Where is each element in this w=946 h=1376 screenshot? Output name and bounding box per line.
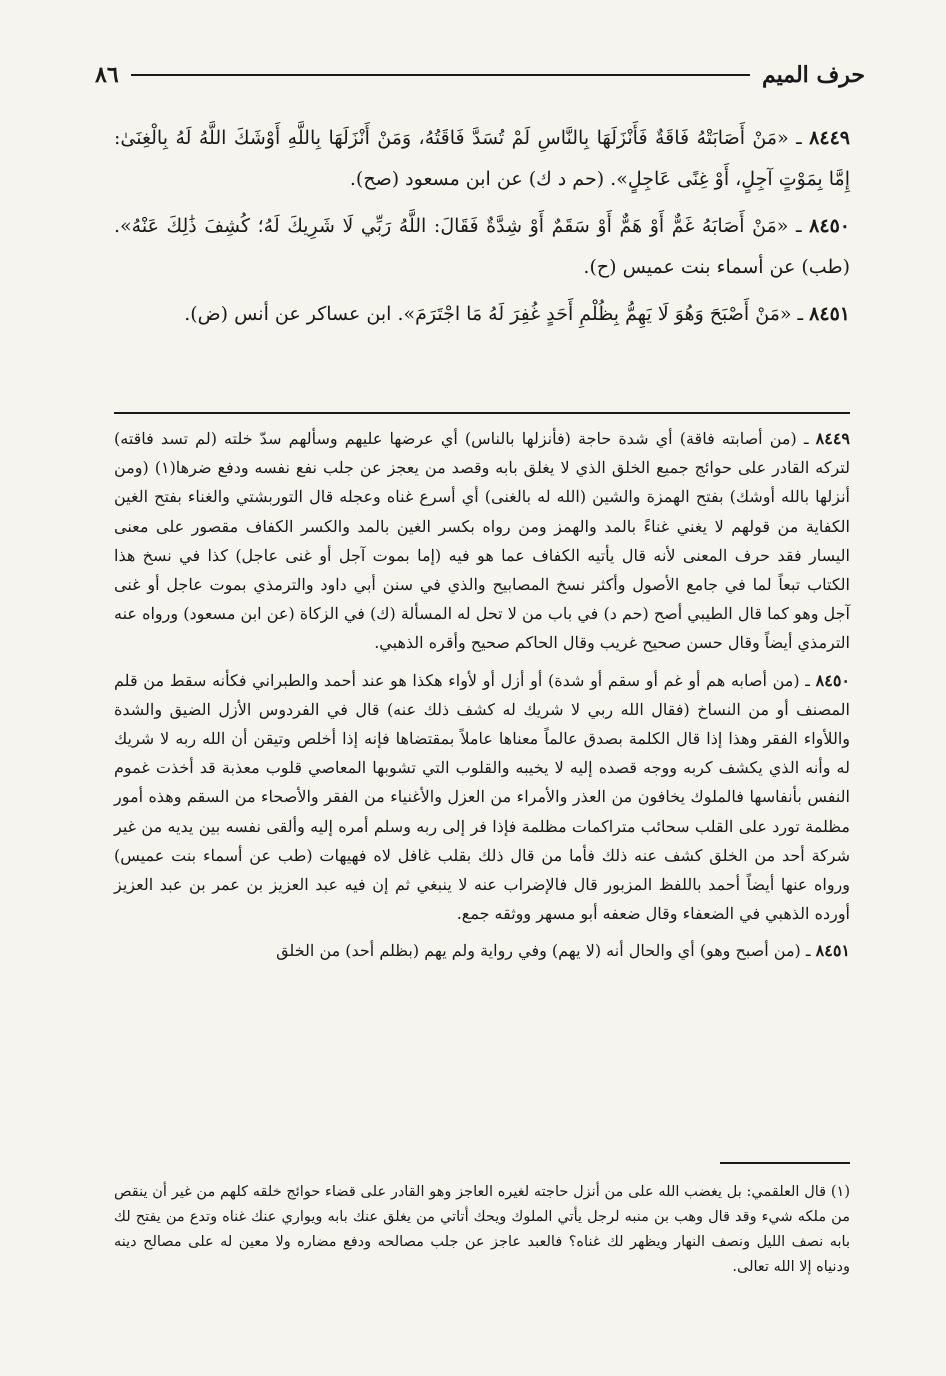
footnote-marker: (١) — [830, 1184, 851, 1200]
commentary-text: (من أصبح وهو) أي والحال أنه (لا يهم) وفي رواية ولم يهم (بظلم أحد) من الخلق — [276, 941, 801, 961]
commentary-entry: ٨٤٥١ ـ (من أصبح وهو) أي والحال أنه (لا يهم) وفي رواية ولم يهم (بظلم أحد) من الخلق — [276, 941, 850, 961]
page-number: ٨٦ — [95, 62, 119, 88]
commentary-number: ٨٤٥٠ — [815, 670, 851, 690]
hadith-text: «مَنْ أَصَابَهُ غَمٌّ أَوْ هَمٌّ أَوْ سَقَمٌ أَوْ شِدَّةٌ فَقَالَ: اللَّهُ رَبِّي لَا شَرِيكَ لَهُ؛ كُشِفَ ذَٰلِكَ عَنْهُ». (طب) عن أسماء بنت عميس (ح). — [114, 215, 850, 278]
hadith-entry: ٨٤٥٠ ـ «مَنْ أَصَابَهُ غَمٌّ أَوْ هَمٌّ أَوْ سَقَمٌ أَوْ شِدَّةٌ فَقَالَ: اللَّهُ رَبِّي لَا شَرِيكَ لَهُ؛ كُشِفَ ذَٰلِكَ عَنْهُ». (طب) عن أسماء بنت عميس (ح). — [114, 215, 850, 278]
header-rule — [131, 74, 750, 76]
commentary-text: (من أصابه هم أو غم أو سقم أو شدة) أو أزل أو لأواء هكذا هو عند أحمد والطبراني فكأنه سقط من قلم المصنف أو من النساخ (فقال الله ربي لا شريك له كشف ذلك عنه) قال في الفردوس الأزل الضيق والشدة واللأواء الفقر وهذا إذا قال الكلمة بصدق عالماً معناها عاملاً بمقتضاها فإنه إذا أخلص وتيقن أن الله ربه لا شريك له وأنه الذي يكشف كربه ووجه قصده إليه لا يخيبه والقلوب التي تشوبها المعاصي قلوب معذبة قد أخذت غموم النفس بأنفاسها فالملوك يخافون من العذر والأمراء من العزل والأغنياء من الفقر والأصحاء من السقم وهذه أمور مظلمة تورد على القلب سحائب متراكمات مظلمة فإذا فر إلى ربه وسلم أمره إليه وألقى نفسه بين يديه من غير شركة أحد من الخلق كشف عنه ذلك فأما من قال ذلك بقلب غافل لاه فهيهات (طب عن أسماء بنت عميس) ورواه عنها أيضاً أحمد باللفظ المزبور قال فالإضراب عنه لا ينبغي ثم إن فيه عبد العزيز بن عمر بن عبد العزيز أورده الذهبي في الضعفاء وقال ضعفه أبو مسهر ووثقه جمع. — [114, 670, 851, 924]
hadith-text: «مَنْ أَصَابَتْهُ فَاقَةٌ فَأَنْزَلَهَا بِالنَّاسِ لَمْ تُسَدَّ فَاقَتُهُ، وَمَنْ أَنْزَلَهَا بِاللَّهِ أَوْشَكَ اللَّهُ لَهُ بِالْغِنَىٰ: إِمَّا بِمَوْتٍ آجِلٍ، أَوْ غِنًى عَاجِلٍ». (حم د ك) عن ابن مسعود (صح). — [114, 127, 850, 190]
page-header — [95, 58, 865, 92]
footnote-entry — [114, 1180, 850, 1280]
footnote-divider — [720, 1162, 850, 1164]
hadith-number: ٨٤٥١ — [809, 303, 850, 325]
hadith-entry: ٨٤٤٩ ـ «مَنْ أَصَابَتْهُ فَاقَةٌ فَأَنْزَلَهَا بِالنَّاسِ لَمْ تُسَدَّ فَاقَتُهُ، وَمَنْ أَنْزَلَهَا بِاللَّهِ أَوْشَكَ اللَّهُ لَهُ بِالْغِنَىٰ: إِمَّا بِمَوْتٍ آجِلٍ، أَوْ غِنًى عَاجِلٍ». (حم د ك) عن ابن مسعود (صح). — [114, 127, 850, 190]
hadith-number: ٨٤٥٠ — [809, 215, 850, 237]
footnote-section — [114, 1180, 850, 1280]
footnote-text: قال العلقمي: بل يغضب الله على من أنزل حاجته لغيره العاجز وهو القادر على قضاء حوائج خلقه كلهم من غير أن ينقص من ملكه شيء وقد قال وهب بن منبه لرجل يأتي الملوك ويحك أتاتي من يغلق عنك بابه ويواري عنك غناه وتدع من يفتح لك بابه نصف الليل ونصف النهار ويظهر لك غناه؟ فالعبد عاجز عن جلب مصالحه ودفع مضاره ولا معين له على مصالح دينه ودنياه إلا الله تعالى. — [114, 1184, 850, 1275]
commentary-entry: ٨٤٥٠ ـ (من أصابه هم أو غم أو سقم أو شدة) أو أزل أو لأواء هكذا هو عند أحمد والطبراني فكأنه سقط من قلم المصنف أو من النساخ (فقال الله ربي لا شريك له كشف ذلك عنه) قال في الفردوس الأزل الضيق والشدة واللأواء الفقر وهذا إذا قال الكلمة بصدق عالماً معناها عاملاً بمقتضاها فإنه إذا أخلص وتيقن أن الله ربه لا شريك له وأنه الذي يكشف كربه ووجه قصده إليه لا يخيبه والقلوب التي تشوبها المعاصي قلوب معذبة قد أخذت غموم النفس بأنفاسها فالملوك يخافون من العذر والأمراء من العزل والأغنياء من الفقر والأصحاء من السقم وهذه أمور مظلمة تورد على القلب سحائب متراكمات مظلمة فإذا فر إلى ربه وسلم أمره إليه وألقى نفسه بين يديه من غير شركة أحد من الخلق كشف عنه ذلك فأما من قال ذلك بقلب غافل لاه فهيهات (طب عن أسماء بنت عميس) ورواه عنها أيضاً أحمد باللفظ المزبور قال فالإضراب عنه لا ينبغي ثم إن فيه عبد العزيز بن عمر بن عبد العزيز أورده الذهبي في الضعفاء وقال ضعفه أبو مسهر ووثقه جمع. — [114, 670, 851, 924]
commentary-text: (من أصابته فاقة) أي شدة حاجة (فأنزلها بالناس) أي عرضها عليهم وسألهم سدّ خلته (لم تسد فاقته) لتركه القادر على حوائج جميع الخلق الذي لا يغلق بابه وقصد من يعجز عن جلب نفع نفسه ودفع ضرها(١) (ومن أنزلها بالله أوشك) بفتح الهمزة والشين (الله له بالغنى) أي أسرع غناه وعجله قال التوربشتي والغناء بفتح الغين الكفاية من قولهم لا يغني غناءً بالمد والهمز ومن رواه بكسر الغين بالمد والكسر الكفاف مقصور على معنى اليسار فقد حرف المعنى لأنه قال يأتيه الكفاف عما هو فيه (إما بموت آجل أو غنى عاجل) كذا في نسخ هذا الكتاب تبعاً لما في جامع الأصول وأكثر نسخ المصابيح والذي في سنن أبي داود والترمذي بموت عاجل أو غنى آجل وهو كما قال الطيبي أصح (حم د) في باب من لا تحل له المسألة (ك) في الزكاة (عن ابن مسعود) ورواه عنه الترمذي أيضاً وقال حسن صحيح غريب وقال الحاكم صحيح وأقره الذهبي. — [114, 429, 851, 653]
commentary-number: ٨٤٥١ — [815, 941, 850, 961]
chapter-title: حرف الميم — [761, 62, 865, 88]
hadith-entry: ٨٤٥١ ـ «مَنْ أَصْبَحَ وَهُوَ لَا يَهِمُّ بِظُلْمِ أَحَدٍ غُفِرَ لَهُ مَا اجْتَرَمَ». ابن عساكر عن أنس (ض). — [184, 303, 850, 325]
hadith-number: ٨٤٤٩ — [809, 127, 850, 149]
commentary-entry: ٨٤٤٩ ـ (من أصابته فاقة) أي شدة حاجة (فأنزلها بالناس) أي عرضها عليهم وسألهم سدّ خلته (لم تسد فاقته) لتركه القادر على حوائج جميع الخلق الذي لا يغلق بابه وقصد من يعجز عن جلب نفع نفسه ودفع ضرها(١) (ومن أنزلها بالله أوشك) بفتح الهمزة والشين (الله له بالغنى) أي أسرع غناه وعجله قال التوربشتي والغناء بفتح الغين الكفاية من قولهم لا يغني غناءً بالمد والهمز ومن رواه بكسر الغين بالمد والكسر الكفاف مقصور على معنى اليسار فقد حرف المعنى لأنه قال يأتيه الكفاف عما هو فيه (إما بموت آجل أو غنى عاجل) كذا في نسخ هذا الكتاب تبعاً لما في جامع الأصول وأكثر نسخ المصابيح والذي في سنن أبي داود والترمذي بموت عاجل أو غنى آجل وهو كما قال الطيبي أصح (حم د) في باب من لا تحل له المسألة (ك) في الزكاة (عن ابن مسعود) ورواه عنه الترمذي أيضاً وقال حسن صحيح غريب وقال الحاكم صحيح وأقره الذهبي. — [114, 429, 851, 653]
hadith-section — [114, 118, 850, 341]
commentary-number: ٨٤٤٩ — [815, 429, 850, 448]
section-divider — [114, 412, 850, 414]
commentary-section — [114, 424, 850, 974]
hadith-text: «مَنْ أَصْبَحَ وَهُوَ لَا يَهِمُّ بِظُلْمِ أَحَدٍ غُفِرَ لَهُ مَا اجْتَرَمَ». ابن عساكر عن أنس (ض). — [184, 303, 792, 325]
